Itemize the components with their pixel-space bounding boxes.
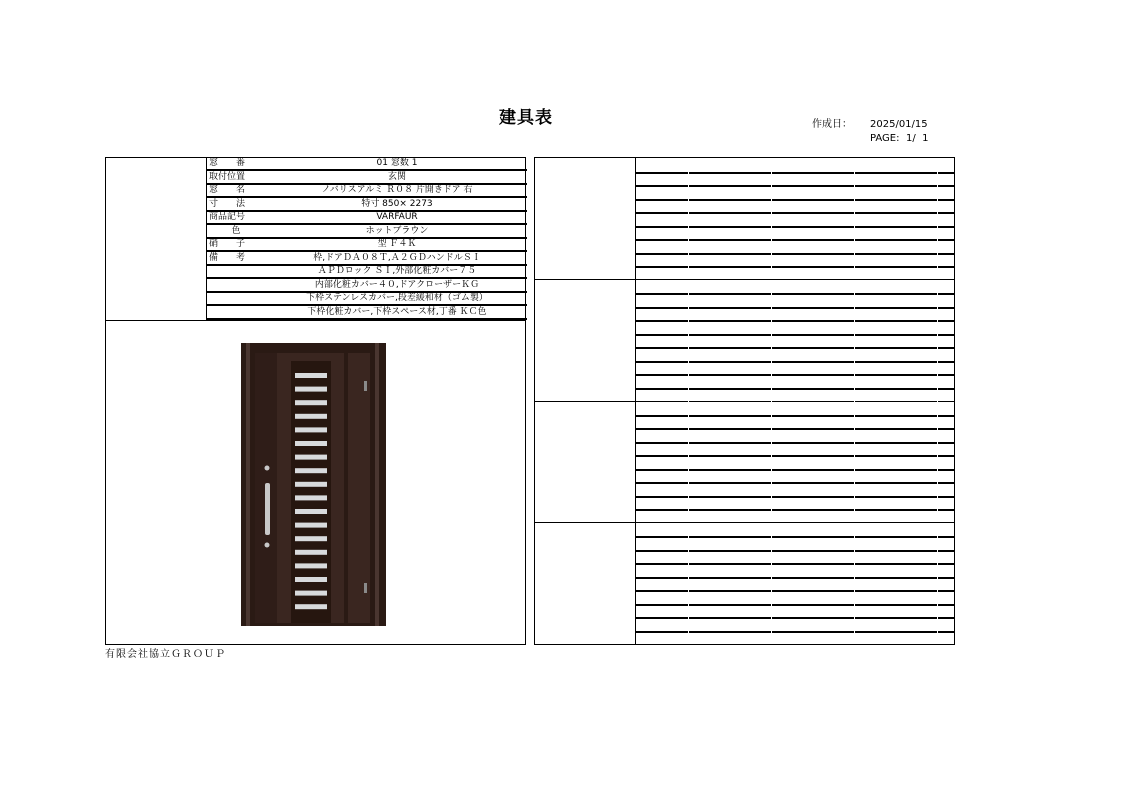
- rule-gap: [937, 280, 938, 401]
- row-rule: [636, 563, 954, 565]
- glass-slat: [295, 400, 327, 405]
- spec-row: [207, 226, 527, 239]
- row-rule: [636, 509, 954, 511]
- empty-spec-group: [535, 158, 954, 280]
- spec-row: [207, 253, 527, 266]
- spec-label: [209, 266, 263, 277]
- image-divider: [106, 320, 525, 321]
- rule-gap: [854, 280, 855, 401]
- spec-label: 硝 子: [209, 239, 246, 249]
- row-rule: [636, 253, 954, 255]
- row-rule: [636, 604, 954, 606]
- row-rule: [636, 361, 954, 363]
- glass-slat: [295, 495, 327, 500]
- door-illustration: [241, 343, 386, 626]
- row-rule: [636, 536, 954, 538]
- company-name: 有限会社協立ＧＲＯＵＰ: [105, 649, 226, 660]
- row-rule: [636, 482, 954, 484]
- spec-row: [207, 212, 527, 225]
- glass-slat: [295, 550, 327, 555]
- row-rule: [636, 320, 954, 322]
- row-rule: [636, 442, 954, 444]
- row-rule: [636, 374, 954, 376]
- spec-row: [207, 280, 527, 293]
- spec-row: [207, 185, 527, 198]
- spec-row: [207, 266, 527, 279]
- lock-cylinder-icon: [265, 543, 270, 548]
- glass-slat: [295, 577, 327, 582]
- row-rule: [636, 631, 954, 633]
- spec-label: [209, 280, 263, 291]
- row-rule: [636, 455, 954, 457]
- glass-slat: [295, 455, 327, 460]
- column-divider: [635, 158, 636, 279]
- rule-gap: [937, 523, 938, 644]
- row-rule: [636, 428, 954, 430]
- glass-slat: [295, 604, 327, 609]
- row-rule: [636, 334, 954, 336]
- spec-value: 枠,ドアＤＡ０８Ｔ,Ａ２ＧＤハンドルＳＩ: [313, 252, 481, 263]
- row-rule: [636, 617, 954, 619]
- spec-label: 窓 番: [209, 158, 246, 168]
- row-rule: [636, 577, 954, 579]
- glass-slat: [295, 591, 327, 596]
- spec-label: 取付位置: [209, 171, 246, 182]
- spec-label: 備 考: [209, 252, 246, 263]
- rule-gap: [688, 280, 689, 401]
- spec-row: [207, 158, 527, 171]
- rule-gap: [937, 401, 938, 522]
- row-rule: [636, 590, 954, 592]
- spec-value: ホットブラウン: [365, 225, 429, 236]
- glass-slat: [295, 536, 327, 541]
- spec-row: [207, 239, 527, 252]
- row-rule: [636, 415, 954, 417]
- spec-value: 下枠ステンレスカバー,段差緩和材（ゴム製）: [306, 293, 488, 303]
- rule-gap: [771, 523, 772, 644]
- row-rule: [636, 239, 954, 241]
- spec-label: 窓 名: [209, 185, 246, 195]
- row-rule: [636, 550, 954, 552]
- row-rule: [636, 226, 954, 228]
- glass-slat: [295, 563, 327, 568]
- row-rule: [636, 172, 954, 174]
- rule-gap: [854, 158, 855, 279]
- rule-gap: [771, 401, 772, 522]
- glass-slat: [295, 387, 327, 392]
- hinge-icon: [364, 583, 367, 593]
- glass-slat: [295, 482, 327, 487]
- page-label: PAGE:: [870, 133, 900, 144]
- glass-slat: [295, 373, 327, 378]
- spec-value: VARFAUR: [376, 212, 418, 222]
- door-handle-icon: [265, 483, 270, 535]
- spec-label: 商品記号: [209, 212, 246, 222]
- spec-table: [206, 158, 527, 321]
- glass-slat: [295, 468, 327, 473]
- rule-gap: [854, 401, 855, 522]
- rule-gap: [937, 158, 938, 279]
- hinge-icon: [364, 381, 367, 391]
- spec-label: [209, 293, 263, 304]
- column-divider: [635, 523, 636, 644]
- rule-gap: [771, 158, 772, 279]
- column-divider: [635, 280, 636, 401]
- glass-slat: [295, 441, 327, 446]
- glass-slat: [295, 523, 327, 528]
- glass-slat: [295, 414, 327, 419]
- rule-gap: [688, 523, 689, 644]
- spec-value: 下枠化粧カバー,下枠スペース材,丁番 ＫＣ色: [307, 306, 487, 317]
- spec-value: 玄関: [387, 171, 406, 182]
- spec-row: [207, 172, 527, 185]
- door-knob-icon: [265, 466, 270, 471]
- row-rule: [636, 496, 954, 498]
- rule-gap: [688, 401, 689, 522]
- spec-row: [207, 307, 527, 320]
- column-divider: [635, 401, 636, 522]
- row-rule: [636, 185, 954, 187]
- glass-slat: [295, 427, 327, 432]
- empty-spec-group: [535, 280, 954, 402]
- page-value: 1/ 1: [906, 133, 929, 144]
- empty-spec-group: [535, 401, 954, 523]
- rule-gap: [771, 280, 772, 401]
- spec-value: ＡＰＤロック ＳＩ,外部化粧カバー７５: [317, 266, 477, 276]
- spec-row: [207, 199, 527, 212]
- spec-label: 色: [231, 225, 241, 236]
- row-rule: [636, 307, 954, 309]
- spec-value: 特寸 850× 2273: [361, 198, 433, 209]
- empty-spec-group: [535, 523, 954, 644]
- row-rule: [636, 199, 954, 201]
- spec-row: [207, 293, 527, 306]
- row-rule: [636, 212, 954, 214]
- fitting-panel-01: [105, 157, 526, 645]
- row-rule: [636, 347, 954, 349]
- document-meta: [812, 118, 928, 146]
- created-date-value: 2025/01/15: [870, 119, 928, 130]
- glass-slat: [295, 509, 327, 514]
- created-date-label: 作成日：: [812, 119, 852, 130]
- row-rule: [636, 266, 954, 268]
- fitting-panel-empty: [534, 157, 955, 645]
- rule-gap: [688, 158, 689, 279]
- row-rule: [636, 469, 954, 471]
- spec-value: 01 窓数 1: [376, 158, 418, 168]
- row-rule: [636, 388, 954, 390]
- spec-value: ノバリスアルミ Ｒ０８ 片開きドア 右: [321, 185, 473, 195]
- row-rule: [636, 293, 954, 295]
- spec-value: 内部化粧カバー４０,ドアクローザーＫＧ: [314, 279, 480, 290]
- document-title: 建具表: [499, 108, 553, 128]
- spec-value: 型 Ｆ４Ｋ: [377, 239, 417, 249]
- spec-label: [209, 307, 263, 318]
- spec-label: 寸 法: [209, 198, 246, 209]
- rule-gap: [854, 523, 855, 644]
